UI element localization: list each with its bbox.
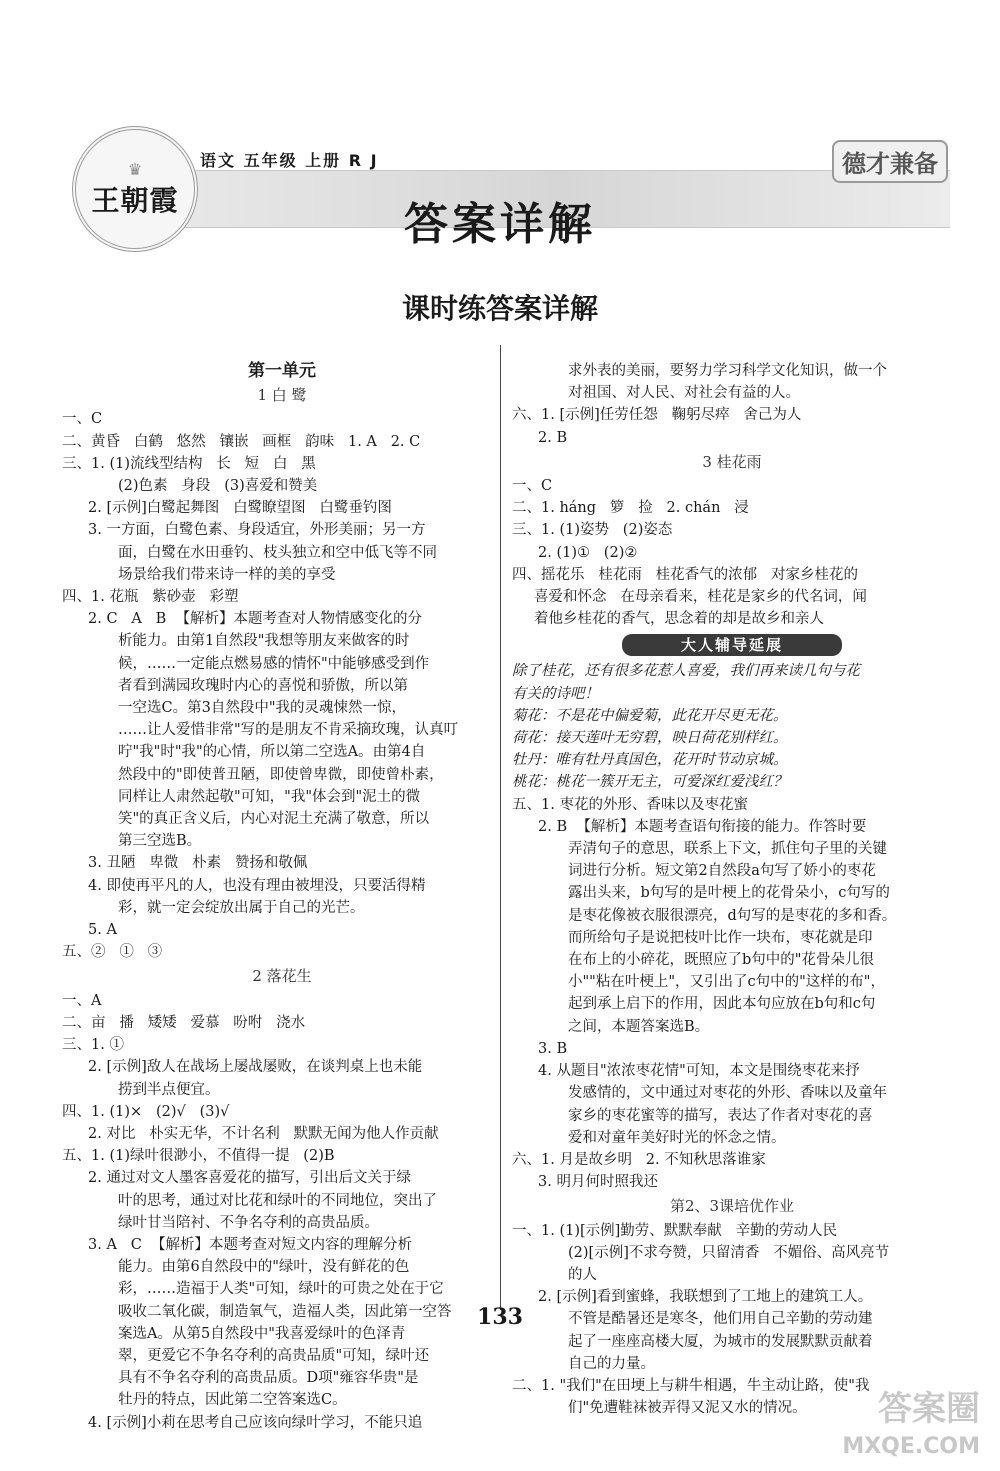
answer-line: 二、1. háng 箩 捡 2. chán 浸	[512, 500, 749, 517]
answer-line: 四、1. (1)× (2)√ (3)√	[62, 1103, 230, 1120]
answer-line: 具有不争名夺利的高贵品质。D项"雍容华贵"是	[118, 1370, 419, 1387]
answer-line: 是枣花像被衣服很漂亮，d句写的是枣花的多和香。	[568, 907, 897, 924]
logo-name: 王朝霞	[91, 183, 179, 217]
answer-line: 发感情的，文中通过对枣花的外形、香味以及童年	[568, 1085, 887, 1102]
answer-line: 不管是酷暑还是寒冬，他们用自己辛勤的劳动建	[568, 1311, 873, 1328]
answer-line: 翠，更爱它不争名夺利的高贵品质"可知，绿叶还	[118, 1347, 430, 1364]
answer-line: 能力。由第6自然段中的"绿叶，没有鲜花的色	[118, 1259, 410, 1276]
brand-badge: 德才兼备	[832, 140, 948, 183]
tip-line: 菊花：不是花中偏爱菊，此花开尽更无花。	[512, 707, 788, 724]
right-column	[512, 360, 952, 1419]
answer-line: 六、1. 月是故乡明 2. 不知秋思落谁家	[512, 1151, 766, 1168]
answer-line: 笑"的真正含义后，内心对泥土充满了敬意，所以	[118, 811, 430, 828]
answer-line: 2. [示例]敌人在战场上屡战屡败，在谈判桌上也未能	[88, 1059, 423, 1076]
page-number: 133	[477, 1304, 523, 1330]
tip-box-heading: 大人辅导延展	[622, 634, 842, 656]
answer-line: 2. (1)① (2)②	[538, 544, 638, 561]
lesson-heading: 1 白 鹭	[257, 386, 307, 405]
watermark-text: 答案圈	[878, 1389, 980, 1429]
answer-line: 第三空选B。	[118, 833, 202, 850]
answer-line: 3. 丑陋 卑微 朴素 赞扬和敬佩	[88, 855, 308, 872]
answer-line: 一、A	[62, 992, 102, 1009]
answer-line: 一、C	[512, 478, 553, 495]
answer-line: 对祖国、对人民、对社会有益的人。	[568, 385, 800, 402]
answer-line: 析能力。由第1自然段"我想等朋友来做客的时	[118, 633, 410, 650]
answer-line: 四、1. 花瓶 紫砂壶 彩塑	[62, 589, 239, 606]
answer-line: 者看到满园玫瑰时内心的喜悦和骄傲，所以第	[118, 677, 408, 694]
answer-line: 5. A	[88, 922, 117, 939]
tip-line: 牡丹：唯有牡丹真国色，花开时节动京城。	[512, 752, 788, 769]
answer-line: 小""粘在叶梗上"，又引出了c句中的"这样的布"，	[568, 974, 885, 991]
answer-line: 2. [示例]白鹭起舞图 白鹭瞭望图 白鹭垂钓图	[88, 500, 392, 517]
watermark-url: MXQE.COM	[842, 1434, 980, 1459]
answer-line: 的人	[568, 1266, 597, 1283]
unit-heading: 第一单元	[248, 361, 316, 381]
answer-line: 二、亩 播 矮矮 爱慕 吩咐 浇水	[62, 1014, 306, 1031]
answer-line: 4. [示例]小莉在思考自己应该向绿叶学习，不能只追	[88, 1414, 423, 1431]
answer-line: 一、C	[62, 411, 103, 428]
answer-line: 三、1. ①	[62, 1037, 124, 1054]
tip-line: 除了桂花，还有很多花惹人喜爱，我们再来读几句与花	[512, 663, 860, 680]
watermark	[842, 1390, 980, 1466]
answer-line: (2)[示例]不求夸赞，只留清香 不媚俗、高风亮节	[568, 1244, 890, 1261]
tip-line: 荷花：接天莲叶无穷碧，映日荷花别样红。	[512, 730, 788, 747]
answer-line: 五、② ① ③	[62, 944, 163, 961]
answer-line: 喜爱和怀念 在母亲看来，桂花是家乡的代名词，闻	[534, 589, 867, 606]
answer-line: 吸收二氧化碳，制造氧气，造福人类，因此第一空答	[118, 1303, 452, 1320]
answer-line: 二、1. "我们"在田埂上与耕牛相遇，牛主动让路，使"我	[512, 1377, 870, 1394]
answer-line: 叶的思考，通过对比花和绿叶的不同地位，突出了	[118, 1192, 437, 1209]
answer-line: 彩，……造福于人类"可知，绿叶的可贵之处在于它	[118, 1281, 444, 1298]
answer-line: 弄清句子的意思，联系上下文，抓住句子里的关键	[568, 841, 887, 858]
page-title: 答案详解	[404, 199, 596, 250]
answer-line: 场景给我们带来诗一样的美的享受	[118, 566, 336, 583]
answer-line: 们"免遭鞋袜被弄得又泥又水的情况。	[568, 1400, 807, 1417]
answer-line: 爱和对童年美好时光的怀念之情。	[568, 1129, 786, 1146]
tip-line: 桃花：桃花一簇开无主，可爱深红爱浅红？	[512, 774, 788, 791]
answer-line: 候，……一定能点燃易感的情怀"中能够感受到作	[118, 655, 430, 672]
answer-line: 家乡的枣花蜜等的描写，表达了作者对枣花的喜	[568, 1107, 873, 1124]
answer-line: 咛"我"时"我"的心情，所以第二空选A。由第4自	[118, 744, 426, 761]
answer-line: 起到承上启下的作用，因此本句应放在b句和c句	[568, 996, 876, 1013]
answer-line: 着他乡桂花的香气，思念着的却是故乡和亲人	[534, 611, 824, 628]
left-column	[62, 360, 502, 1434]
answer-line: 绿叶甘当陪衬、不争名夺利的高贵品质。	[118, 1214, 379, 1231]
book-meta: 语文 五年级 上册 R J	[200, 151, 379, 170]
answer-line: 同样让人肃然起敬"可知，"我"体会到"泥土的微	[118, 788, 421, 805]
answer-line: 三、1. (1)姿势 (2)姿态	[512, 522, 673, 539]
answer-line: 4. 即使再平凡的人，也没有理由被埋没，只要活得精	[88, 877, 426, 894]
answer-line: ……让人爱惜非常"写的是朋友不肯采摘玫瑰，认真叮	[118, 722, 459, 739]
answer-line: 2. 通过对文人墨客喜爱花的描写，引出后文关于绿	[88, 1170, 411, 1187]
answer-line: 3. 明月何时照我还	[538, 1174, 658, 1191]
lesson-heading: 2 落花生	[252, 967, 312, 986]
answer-line: 而所给句子是说把枝叶比作一块布，枣花就是印	[568, 929, 873, 946]
answer-line: 词进行分析。短文第2自然段a句写了娇小的枣花	[568, 863, 876, 880]
answer-line: 然段中的"即使普丑陋，即使曾卑微，即使曾朴素，	[118, 766, 444, 783]
answer-line: 露出头来，b句写的是叶梗上的花骨朵小，c句写的	[568, 885, 890, 902]
answer-line: 面，白鹭在水田垂钓、枝头独立和空中低飞等不同	[118, 544, 437, 561]
lesson-heading: 第2、3课培优作业	[669, 1197, 795, 1216]
answer-line: 4. 从题目"浓浓枣花情"可知，本文是围绕枣花来抒	[538, 1063, 860, 1080]
tip-line: 有关的诗吧！	[512, 685, 599, 702]
answer-line: 二、黄昏 白鹤 悠然 镶嵌 画框 韵味 1. A 2. C	[62, 433, 421, 450]
answer-line: 捞到半点便宜。	[118, 1081, 220, 1098]
answer-line: 案选A。从第5自然段中"我喜爱绿叶的色泽青	[118, 1325, 406, 1342]
answer-line: 之间，本题答案选B。	[568, 1018, 710, 1035]
answer-line: 彩，就一定会绽放出属于自己的光芒。	[118, 899, 365, 916]
section-title: 课时练答案详解	[401, 292, 598, 325]
answer-line: 四、摇花乐 桂花雨 桂花香气的浓郁 对家乡桂花的	[512, 566, 858, 583]
answer-line: 五、1. (1)绿叶很渺小，不值得一提 (2)B	[62, 1148, 335, 1165]
answer-line: 2. B	[538, 429, 568, 446]
answer-line: 2. 对比 朴实无华，不计名利 默默无闻为他人作贡献	[88, 1125, 439, 1142]
crown-icon: ♛	[127, 159, 143, 179]
answer-line: 一空选C。第3自然段中"我的灵魂悚然一惊，	[118, 700, 406, 717]
answer-line: 自己的力量。	[568, 1355, 655, 1372]
answer-line: 五、1. 枣花的外形、香味以及枣花蜜	[512, 796, 748, 813]
answer-line: 三、1. (1)流线型结构 长 短 白 黑	[62, 455, 316, 472]
answer-line: 3. 一方面，白鹭色素、身段适宜，外形美丽；另一方	[88, 522, 426, 539]
column-divider	[500, 345, 501, 1310]
answer-line: 一、1. (1)[示例]勤劳、默默奉献 辛勤的劳动人民	[512, 1222, 838, 1239]
answer-line: (2)色素 身段 (3)喜爱和赞美	[118, 478, 318, 495]
answer-line: 2. C A B 【解析】本题考查对人物情感变化的分	[88, 611, 423, 628]
answer-line: 2. B 【解析】本题考查语句衔接的能力。作答时要	[538, 818, 867, 835]
answer-line: 3. B	[538, 1040, 568, 1057]
answer-line: 求外表的美丽，要努力学习科学文化知识，做一个	[568, 363, 887, 379]
answer-line: 在布上的小碎花，既照应了b句中的"花骨朵儿很	[568, 952, 874, 969]
answer-line: 六、1. [示例]任劳任怨 鞠躬尽瘁 舍己为人	[512, 407, 802, 424]
answer-line: 2. [示例]看到蜜蜂，我联想到了工地上的建筑工人。	[538, 1289, 873, 1306]
lesson-heading: 3 桂花雨	[702, 452, 762, 471]
answer-line: 牡丹的特点，因此第二空答案选C。	[118, 1392, 347, 1409]
answer-line: 起了一座座高楼大厦，为城市的发展默默贡献着	[568, 1333, 873, 1350]
answer-line: 3. A C 【解析】本题考查对短文内容的理解分析	[88, 1236, 413, 1253]
